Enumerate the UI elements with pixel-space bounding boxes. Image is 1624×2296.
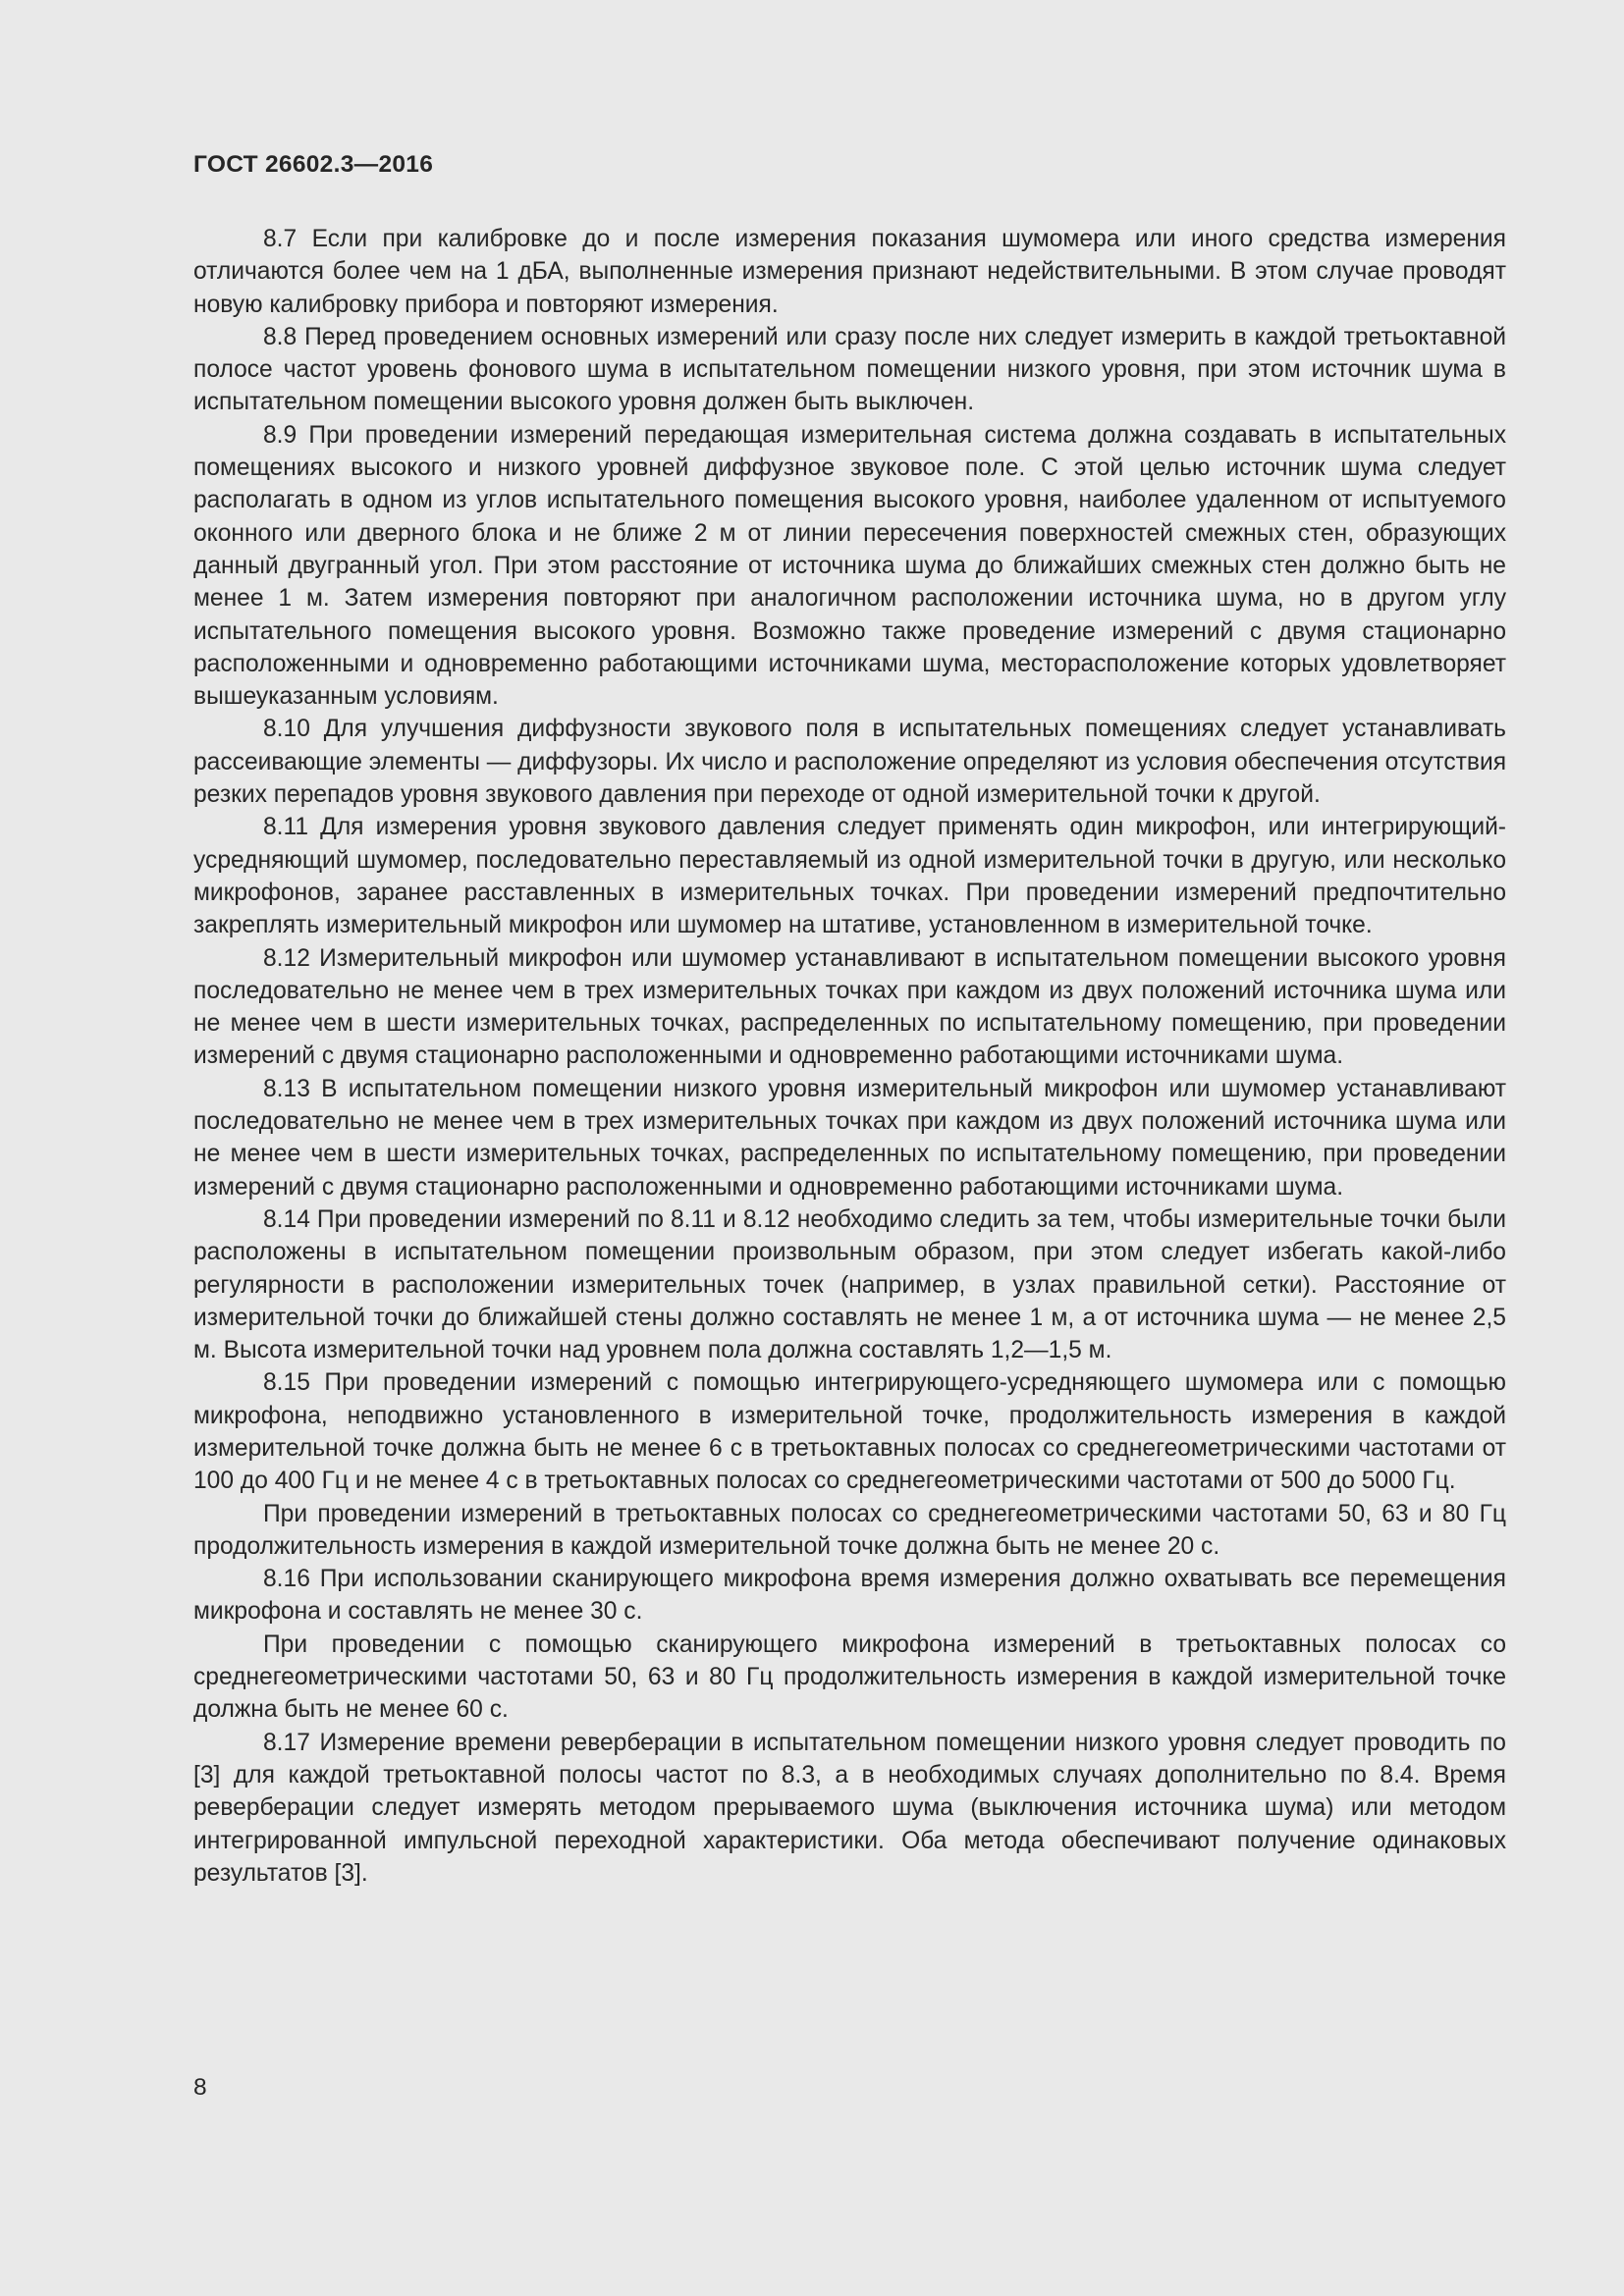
standard-header: ГОСТ 26602.3—2016 [193,151,434,178]
paragraph-8-8: 8.8 Перед проведением основных измерений или сразу после них следует измерить в каждой третьоктавной полосе частот уровень фонового шума в испытательном помещении низкого уровня, при этом источник шума в испытательном помещении высокого уровня должен быть выключен. [193,323,1506,416]
paragraph-8-9: 8.9 При проведении измерений передающая измерительная система должна создавать в испытательных помещениях высокого и низкого уровней диффузное звуковое поле. С этой целью источник шума следует располагать в одном из углов испытательного помещения высокого уровня, наиболее удаленном от испытуемого оконного или дверного блока и не ближе 2 м от линии пересечения поверхностей смежных стен, образующих данный двугранный угол. При этом расстояние от источника шума до ближайших смежных стен должно быть не менее 1 м. Затем измерения повторяют при аналогичном расположении источника шума, но в другом углу испытательного помещения высокого уровня. Возможно также проведение измерений с двумя стационарно расположенными и одновременно работающими источниками шума, месторасположение которых удовлетворяет вышеуказанным условиям. [193,421,1506,711]
paragraph-8-11: 8.11 Для измерения уровня звукового давления следует применять один микрофон, или интегрирующий-усредняющий шумомер, последовательно переставляемый из одной измерительной точки в другую, или несколько микрофонов, заранее расставленных в измерительных точках. При проведении измерений предпочтительно закреплять измерительный микрофон или шумомер на штативе, установленном в измерительной точке. [193,814,1506,939]
paragraph-8-10: 8.10 Для улучшения диффузности звукового поля в испытательных помещениях следует устанавливать рассеивающие элементы — диффузоры. Их число и расположение определяют из условия обеспечения отсутствия резких перепадов уровня звукового давления при переходе от одной измерительной точки к другой. [193,716,1507,809]
paragraph-8-15: 8.15 При проведении измерений с помощью интегрирующего-усредняющего шумомера или с помощью микрофона, неподвижно установленного в измерительной точке, продолжительность измерения в каждой измерительной точке должна быть не менее 6 с в третьоктавных полосах со среднегеометрическими частотами от 100 до 400 Гц и не менее 4 с в третьоктавных полосах со среднегеометрическими частотами от 500 до 5000 Гц. [193,1369,1506,1495]
paragraph-8-16: 8.16 При использовании сканирующего микрофона время измерения должно охватывать все перемещения микрофона и составлять не менее 30 с. [193,1566,1506,1626]
paragraph-8-13: 8.13 В испытательном помещении низкого уровня измерительный микрофон или шумомер устанавливают последовательно не менее чем в трех измерительных точках при каждом из двух положений источника шума или не менее чем в шести измерительных точках, распределенных по испытательному помещению, при проведении измерений с двумя стационарно расположенными и одновременно работающими источниками шума. [193,1075,1506,1201]
paragraph-8-12: 8.12 Измерительный микрофон или шумомер устанавливают в испытательном помещении высокого уровня последовательно не менее чем в трех измерительных точках при каждом из двух положений источника шума или не менее чем в шести измерительных точках, распределенных по испытательному помещению, при проведении измерений с двумя стационарно расположенными и одновременно работающими источниками шума. [193,944,1506,1070]
paragraph-8-14: 8.14 При проведении измерений по 8.11 и 8.12 необходимо следить за тем, чтобы измерительные точки были расположены в испытательном помещении произвольным образом, при этом следует избегать какой-либо регулярности в расположении измерительных точек (например, в узлах правильной сетки). Расстояние от измерительной точки до ближайшей стены должно составлять не менее 1 м, а от источника шума — не менее 2,5 м. Высота измерительной точки над уровнем пола должна составлять 1,2—1,5 м. [193,1205,1506,1364]
paragraph-8-16-low-freq: При проведении с помощью сканирующего микрофона измерений в третьоктавных полосах со среднегеометрическими частотами 50, 63 и 80 Гц продолжительность измерения в каждой измерительной точке должна быть не менее 60 с. [193,1630,1506,1724]
paragraph-8-17: 8.17 Измерение времени реверберации в испытательном помещении низкого уровня следует проводить по [3] для каждой третьоктавной полосы частот по 8.3, а в необходимых случаях дополнительно по 8.4. Время реверберации следует измерять методом прерываемого шума (выключения источника шума) или методом интегрированной импульсной переходной характеристики. Оба метода обеспечивают получение одинаковых результатов [3]. [193,1729,1506,1887]
document-body [193,223,1506,1890]
page-number: 8 [193,2074,207,2101]
paragraph-8-15-low-freq: При проведении измерений в третьоктавных полосах со среднегеометрическими частотами 50, 63 и 80 Гц продолжительность измерения в каждой измерительной точке должна быть не менее 20 с. [193,1500,1506,1560]
paragraph-8-7: 8.7 Если при калибровке до и после измерения показания шумомера или иного средства измерения отличаются более чем на 1 дБА, выполненные измерения признают недействительными. В этом случае проводят новую калибровку прибора и повторяют измерения. [193,226,1506,318]
